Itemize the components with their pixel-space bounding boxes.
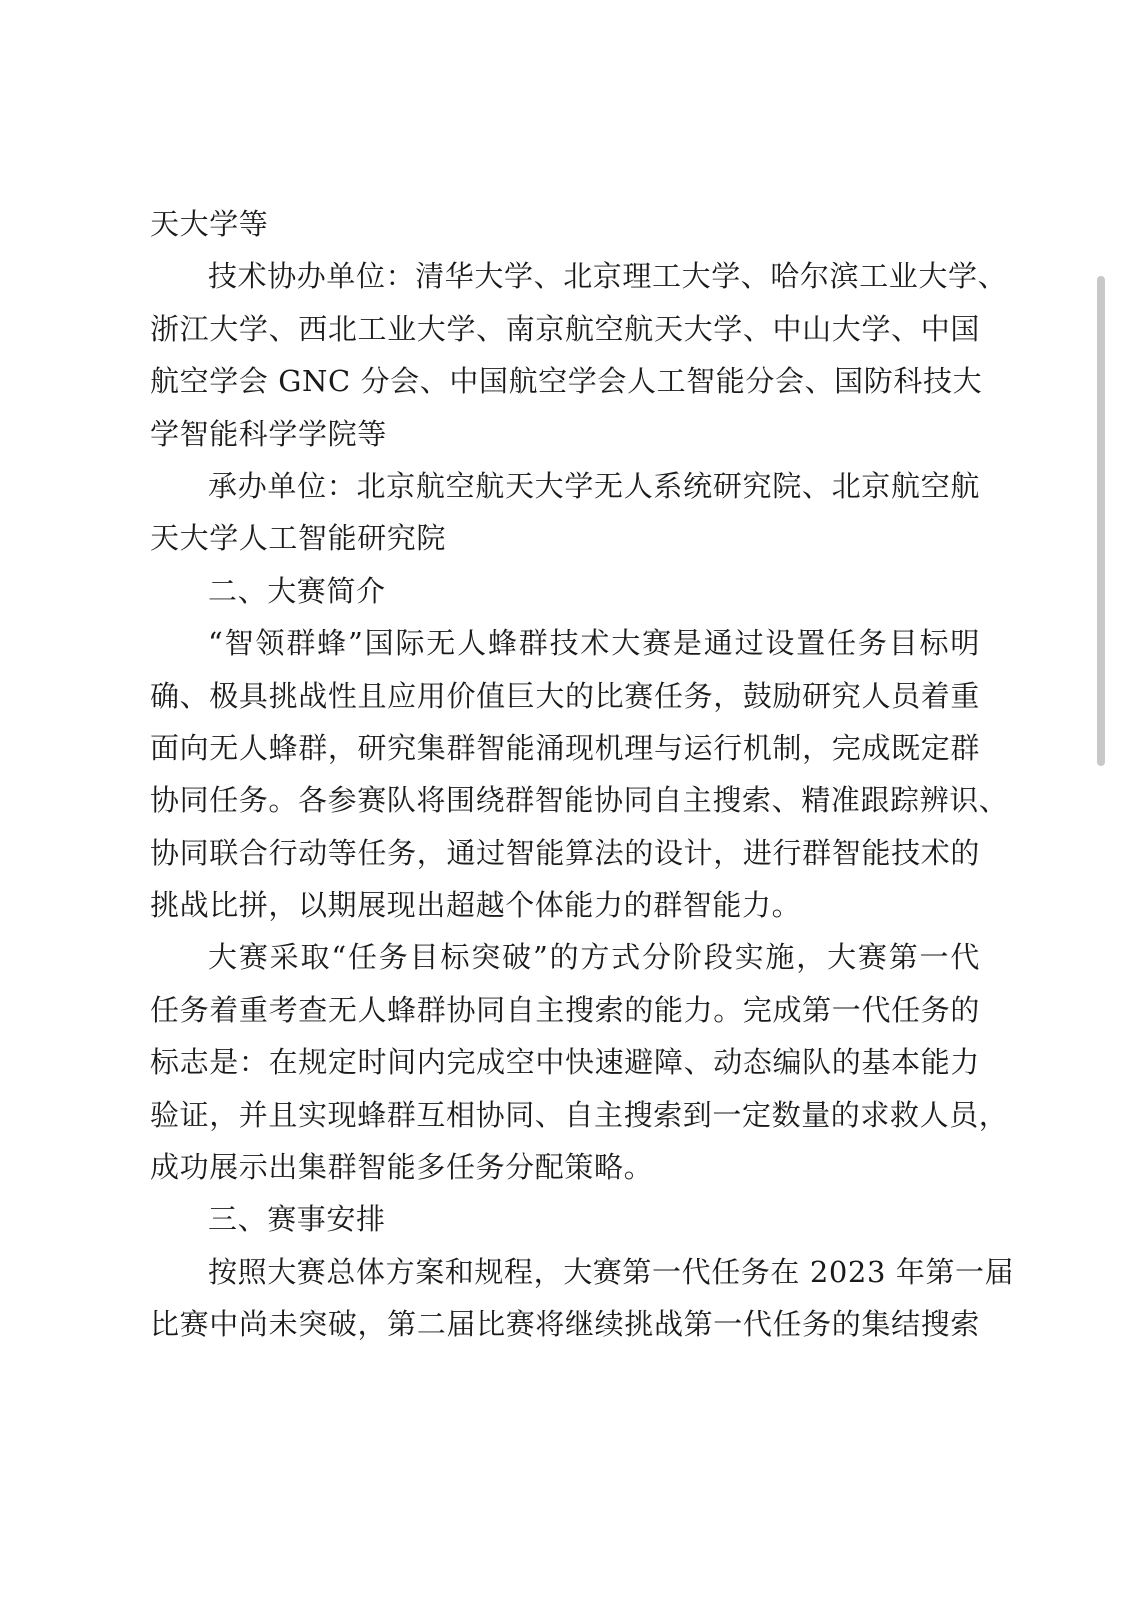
text-line-10: 确、极具挑战性且应用价值巨大的比赛任务，鼓励研究人员着重 <box>150 678 980 713</box>
text-line-21: 按照大赛总体方案和规程，大赛第一代任务在 2023 年第一届 <box>208 1254 1015 1289</box>
text-line-2: 技术协办单位：清华大学、北京理工大学、哈尔滨工业大学、 <box>208 259 1008 294</box>
text-line-11: 面向无人蜂群，研究集群智能涌现机理与运行机制，完成既定群 <box>150 730 980 765</box>
text-line-13: 协同联合行动等任务，通过智能算法的设计，进行群智能技术的 <box>150 835 980 870</box>
text-line-4: 航空学会 GNC 分会、中国航空学会人工智能分会、国防科技大 <box>150 364 983 399</box>
text-line-17: 标志是：在规定时间内完成空中快速避障、动态编队的基本能力 <box>150 1045 980 1080</box>
text-line-12: 协同任务。各参赛队将围绕群智能协同自主搜索、精准跟踪辨识、 <box>150 783 1009 818</box>
text-line-3: 浙江大学、西北工业大学、南京航空航天大学、中山大学、中国 <box>150 311 980 346</box>
vertical-scrollbar[interactable] <box>1097 276 1105 766</box>
text-line-6: 承办单位：北京航空航天大学无人系统研究院、北京航空航 <box>208 468 980 503</box>
text-line-1: 天大学等 <box>150 207 269 241</box>
text-line-7: 天大学人工智能研究院 <box>150 521 447 556</box>
section-heading-3: 三、赛事安排 <box>208 1202 386 1237</box>
section-heading-2: 二、大赛简介 <box>208 573 386 608</box>
text-line-18: 验证，并且实现蜂群互相协同、自主搜索到一定数量的求救人员， <box>150 1097 1009 1132</box>
document-body <box>150 198 1015 1351</box>
text-line-15: 大赛采取“任务目标突破”的方式分阶段实施，大赛第一代 <box>208 940 980 975</box>
text-line-16: 任务着重考查无人蜂群协同自主搜索的能力。完成第一代任务的 <box>150 992 980 1027</box>
text-line-9: “智领群蜂”国际无人蜂群技术大赛是通过设置任务目标明 <box>208 626 980 661</box>
text-line-5: 学智能科学学院等 <box>150 416 387 451</box>
text-line-14: 挑战比拼，以期展现出超越个体能力的群智能力。 <box>150 888 802 923</box>
text-line-19: 成功展示出集群智能多任务分配策略。 <box>150 1150 654 1185</box>
text-line-22: 比赛中尚未突破，第二届比赛将继续挑战第一代任务的集结搜索 <box>150 1307 980 1342</box>
